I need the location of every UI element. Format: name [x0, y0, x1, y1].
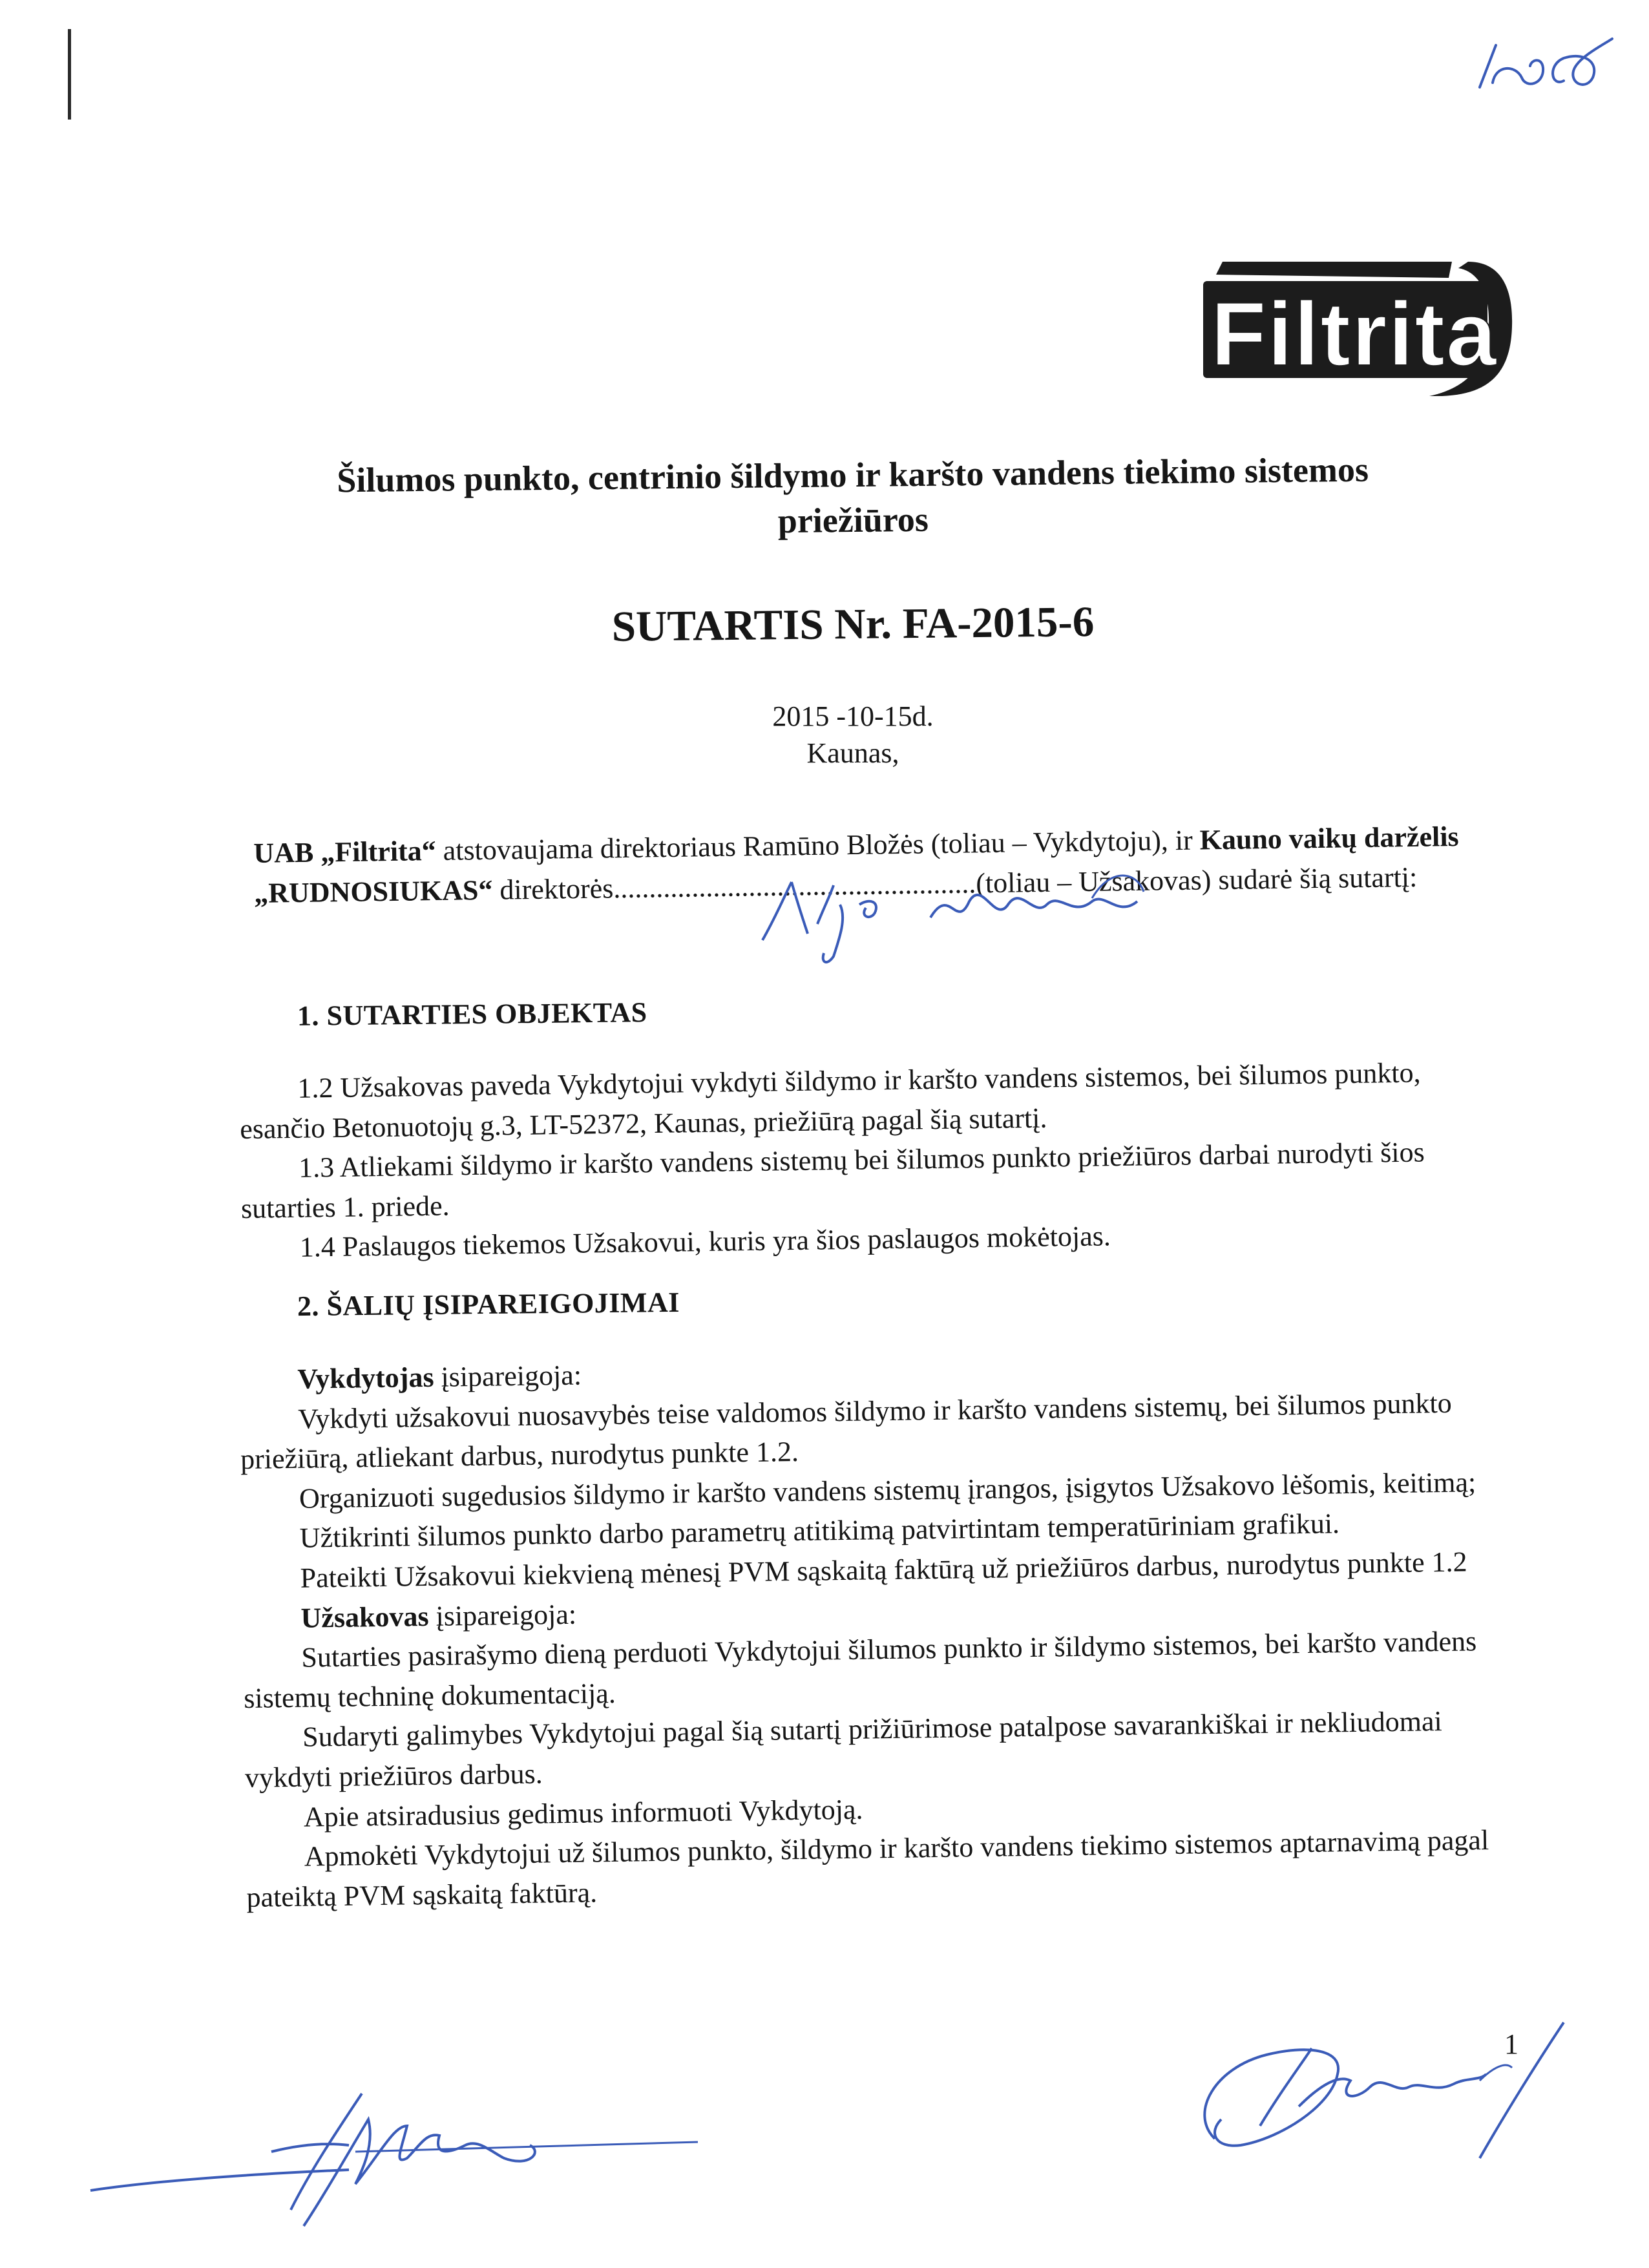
- contract-number: SUTARTIS Nr. FA-2015-6: [611, 598, 1095, 651]
- contractor-label: Vykdytojas: [297, 1361, 434, 1395]
- scan-edge-mark: [68, 29, 71, 120]
- signature-right: [1176, 1997, 1577, 2190]
- clause-1-4: 1.4 Paslaugos tiekemos Užsakovui, kuris yra šios paslaugos mokėtojas.: [299, 1220, 1111, 1264]
- contractor-suffix: įsipareigoja:: [434, 1359, 582, 1393]
- contractor-item: Vykdyti užsakovui nuosavybės teise valdomos šildymo ir karšto vandens sistemų, bei šilumos punkto priežiūrą, atliekant darbus, nurodytus punkte 1.2.: [240, 1387, 1452, 1476]
- page-number: 1: [1504, 2028, 1518, 2060]
- client-suffix: įsipareigoja:: [428, 1598, 577, 1632]
- contractor-item: Užtikrinti šilumos punkto darbo parametrų atitikimą patvirtintam temperatūriniam grafikui.: [299, 1507, 1340, 1555]
- parties-text-1: atstovaujama direktoriaus Ramūno Bložės (toliau – Vykdytoju), ir: [436, 824, 1201, 867]
- parties-text-3: (toliau – Užsakovas) sudarė šią sutartį:: [975, 861, 1418, 899]
- section-2-heading: 2. ŠALIŲ ĮSIPAREIGOJIMAI: [297, 1286, 680, 1323]
- client-name: Kauno vaikų darželis „RUDNOSIUKAS“: [253, 820, 1459, 909]
- parties-text-2: direktorės: [492, 872, 614, 906]
- contract-city: Kaunas,: [806, 737, 899, 769]
- clause-1-2: 1.2 Užsakovas paveda Vykdytojui vykdyti šildymo ir karšto vandens sistemos, bei šilumos punkto, esančio Betonuotojų g.3, LT-52372, Kaunas, priežiūrą pagal šią sutartį.: [239, 1056, 1421, 1145]
- section-1-heading: 1. SUTARTIES OBJEKTAS: [297, 996, 647, 1032]
- contractor-item: Pateikti Užsakovui kiekvieną mėnesį PVM sąskaitą faktūrą už priežiūros darbus, nurodytus punkte 1.2: [300, 1546, 1467, 1594]
- filtrita-logo: [1197, 255, 1513, 401]
- contractor-item: Organizuoti sugedusios šildymo ir karšto vandens sistemų įrangos, įsigytos Užsakovo lėšomis, keitimą;: [299, 1466, 1476, 1515]
- parties-paragraph: [253, 817, 1469, 913]
- document-title: [193, 445, 1512, 550]
- client-item: Sutarties pasirašymo dieną perduoti Vykdytojui šilumos punkto ir šildymo sistemos, bei karšto vandens sistemų techninę dokumentaciją.: [243, 1625, 1477, 1714]
- client-item: Apmokėti Vykdytojui už šilumos punkto, šildymo ir karšto vandens tiekimo sistemos aptarnavimą pagal pateiktą PVM sąskaitą faktūrą.: [246, 1824, 1489, 1913]
- clause-1-3: 1.3 Atliekami šildymo ir karšto vandens sistemų bei šilumos punkto priežiūros darbai nurodyti šios sutarties 1. priede.: [240, 1136, 1425, 1224]
- logo-text: Filtrita: [1211, 283, 1498, 384]
- title-line-2: priežiūros: [777, 499, 929, 541]
- section-2-body: [239, 1343, 1507, 1917]
- title-line-1: Šilumos punkto, centrinio šildymo ir karšto vandens tiekimo sistemos: [337, 450, 1369, 500]
- contract-date: 2015 -10-15d.: [772, 700, 934, 732]
- handwritten-page-number: [1467, 26, 1622, 103]
- signature-left: [78, 2055, 724, 2242]
- client-label: Užsakovas: [300, 1600, 429, 1634]
- signature-dots: ...................................................: [613, 866, 976, 904]
- client-item: Sudaryti galimybes Vykdytojui pagal šią sutartį prižiūrimose patalpose savarankiškai ir nekliudomai vykdyti priežiūros darbus.: [244, 1705, 1443, 1794]
- company-name: UAB „Filtrita“: [253, 835, 437, 869]
- section-1-body: [239, 1052, 1502, 1268]
- client-item: Apie atsiradusius gedimus informuoti Vykdytoją.: [303, 1793, 863, 1833]
